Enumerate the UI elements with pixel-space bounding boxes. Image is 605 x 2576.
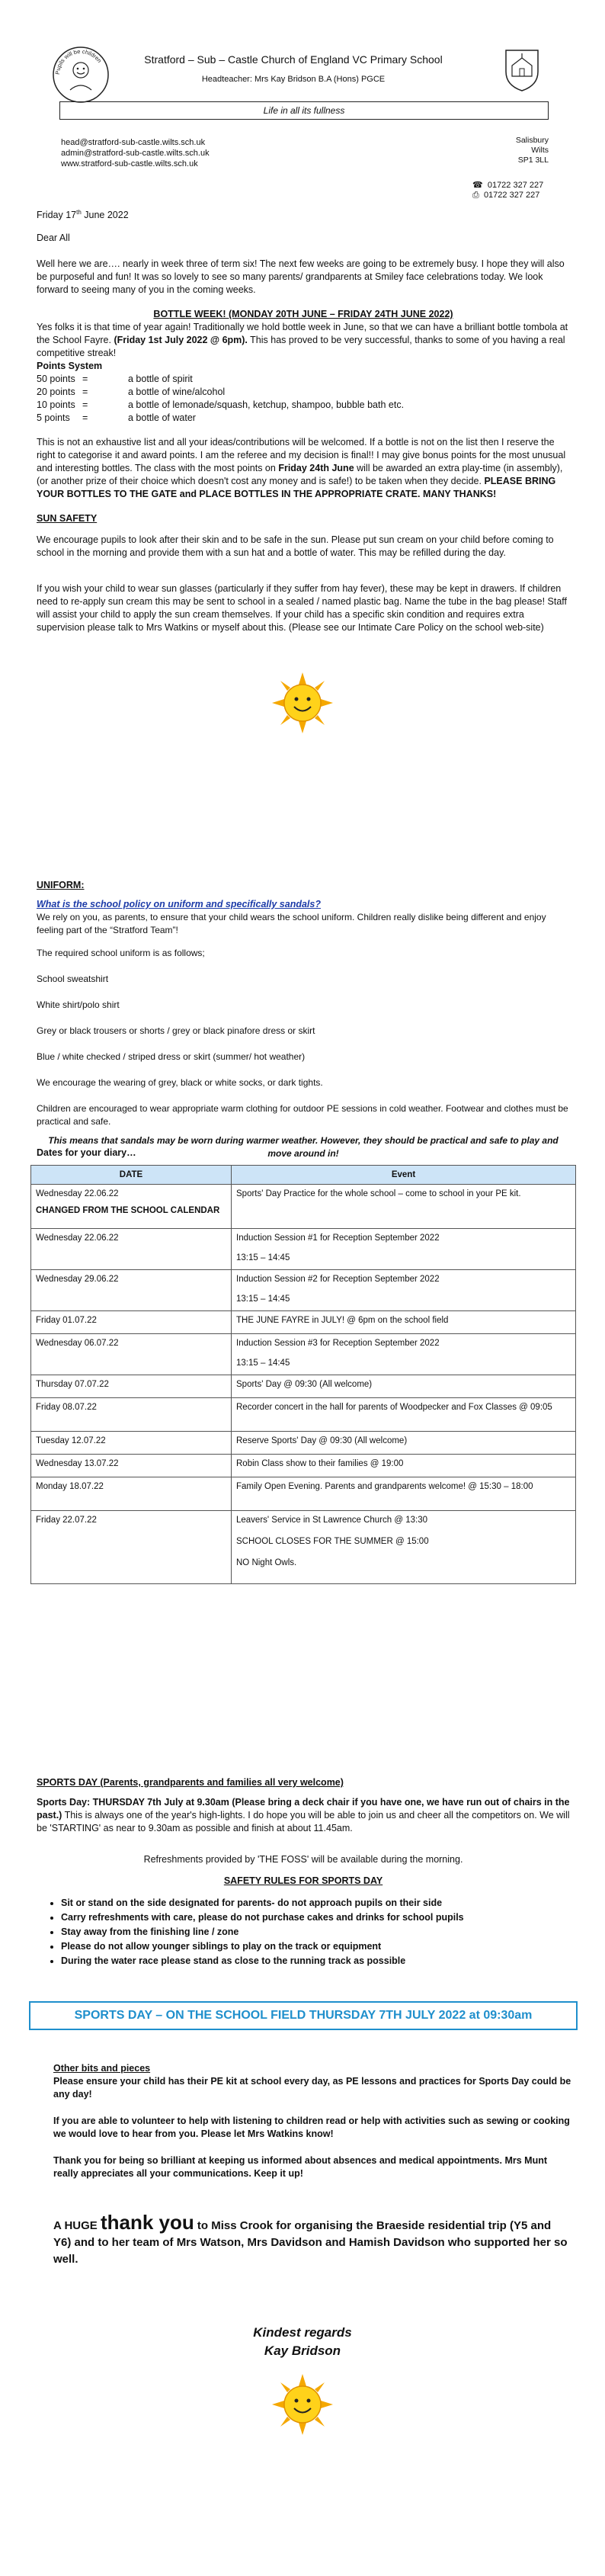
signature-name: Kay Bridson — [264, 2343, 341, 2358]
col-date-header: DATE — [31, 1166, 232, 1185]
bottle-text-1: Yes folks it is that time of year again! Traditionally we hold bottle week in June, so that we can have a brilliant bottle tombola at the School Fayre. (Friday 1st July 2022 @ 6pm). This has proved to be very successful, thanks to some of you having a real competitive streak! — [37, 322, 568, 358]
sun-paragraph-2: If you wish your child to wear sun glasses (particularly if they suffer from hay fever), these may be kept in drawers. If children need to re-apply sun cream this may be sent to school in a sealed / named plastic bag. Name the tube in the bag please! Staff will assist your child to apply the sun cream themselves. If your child has a specific skin condition and requires extra supervision please talk to Mrs Watkins or myself about this. (Please see our Intimate Care Policy on the school web-site) — [37, 583, 568, 633]
table-row: Monday 18.07.22 Family Open Evening. Parents and grandparents welcome! @ 15:30 – 18:00 — [31, 1477, 576, 1511]
address-block — [488, 136, 549, 165]
table-row: Wednesday 22.06.22 Induction Session #1 for Reception September 2022 13:15 – 14:45 — [31, 1229, 576, 1270]
table-row: Tuesday 12.07.22 Reserve Sports' Day @ 09:30 (All welcome) — [31, 1432, 576, 1455]
greeting: Dear All — [37, 233, 70, 243]
list-item: • Carry refreshments with care, please do not purchase cakes and drinks for school pupils — [61, 1910, 594, 1925]
website[interactable]: www.stratford-sub-castle.wilts.sch.uk — [61, 159, 198, 168]
points-list — [37, 373, 570, 425]
uniform-item: School sweatshirt — [37, 974, 109, 984]
points-title: Points System — [37, 361, 103, 371]
smiling-sun-icon — [270, 2372, 335, 2436]
address-county: Wilts — [531, 146, 549, 155]
table-row: Wednesday 22.06.22 CHANGED FROM THE SCHOOL CALENDAR Sports' Day Practice for the whole school – come to school in your PE kit. — [31, 1185, 576, 1229]
table-row: Wednesday 13.07.22 Robin Class show to their families @ 19:00 — [31, 1455, 576, 1477]
table-row: Wednesday 06.07.22 Induction Session #3 for Reception September 2022 13:15 – 14:45 — [31, 1334, 576, 1375]
fax-icon: ⎙ — [472, 191, 479, 200]
table-row: Friday 08.07.22 Recorder concert in the hall for parents of Woodpecker and Fox Classes @ 09:05 — [31, 1398, 576, 1432]
table-row: Friday 01.07.22 THE JUNE FAYRE in JULY! @ 6pm on the school field — [31, 1311, 576, 1334]
refreshments-note: Refreshments provided by 'THE FOSS' will be available during the morning. — [143, 1854, 463, 1865]
points-row: 50 points = a bottle of spirit — [37, 374, 193, 384]
other-heading: Other bits and pieces — [53, 2063, 151, 2074]
phone-icon: ☎ — [472, 181, 483, 190]
points-row: 20 points = a bottle of wine/alcohol — [37, 387, 226, 397]
logo-arc-text: Pupils will be children — [53, 47, 104, 75]
table-row: Friday 22.07.22 Leavers' Service in St Lawrence Church @ 13:30 SCHOOL CLOSES FOR THE SUMMER @ 15:00 NO Night Owls. — [31, 1511, 576, 1584]
list-item: • Please do not allow younger siblings to play on the track or equipment — [61, 1939, 594, 1954]
motto-box: Life in all its fullness — [59, 101, 549, 120]
uniform-paragraph-2: The required school uniform is as follows; — [37, 948, 205, 958]
uniform-heading: UNIFORM: — [37, 880, 85, 890]
contact-block — [61, 137, 210, 169]
email-head[interactable]: head@stratford-sub-castle.wilts.sch.uk — [61, 138, 206, 147]
address-postcode: SP1 3LL — [517, 156, 549, 165]
uniform-item: White shirt/polo shirt — [37, 999, 120, 1010]
list-item: • During the water race please stand as close to the running track as possible — [61, 1954, 594, 1968]
email-admin[interactable]: admin@stratford-sub-castle.wilts.sch.uk — [61, 149, 210, 158]
headteacher-line: Headteacher: Mrs Kay Bridson B.A (Hons) PGCE — [201, 75, 386, 84]
school-logo — [50, 44, 111, 105]
uniform-item: We encourage the wearing of grey, black or white socks, or dark tights. — [37, 1077, 323, 1088]
diary-table — [30, 1165, 576, 1584]
points-row: 5 points = a bottle of water — [37, 412, 196, 423]
sun-paragraph-1: We encourage pupils to look after their skin and to be safe in the sun. Please put sun cream on your child before coming to school in the morning and provide them with a sun hat and a bottle of water. This may be refilled during the day. — [37, 534, 554, 558]
table-row: Thursday 07.07.22 Sports' Day @ 09:30 (All welcome) — [31, 1375, 576, 1398]
phone-block — [472, 181, 543, 200]
letter-date: Friday 17th June 2022 — [37, 209, 129, 221]
list-item: • Sit or stand on the side designated for parents- do not approach pupils on their side — [61, 1896, 594, 1910]
school-name: Stratford – Sub – Castle Church of England VC Primary School — [144, 53, 443, 66]
col-event-header: Event — [232, 1166, 576, 1185]
uniform-policy-link[interactable]: What is the school policy on uniform and specifically sandals? — [37, 899, 321, 909]
sandals-note: This means that sandals may be worn during warmer weather. However, they should be practical and safe to play and move around in! — [48, 1135, 559, 1159]
address-town: Salisbury — [515, 136, 549, 145]
safety-rules-heading: SAFETY RULES FOR SPORTS DAY — [223, 1875, 383, 1886]
smiling-sun-icon — [270, 671, 335, 735]
list-item: • Stay away from the finishing line / zone — [61, 1925, 594, 1939]
sports-heading: SPORTS DAY (Parents, grandparents and families all very welcome) — [37, 1777, 344, 1788]
table-row: Wednesday 29.06.22 Induction Session #2 for Reception September 2022 13:15 – 14:45 — [31, 1270, 576, 1311]
sports-paragraph: Sports Day: THURSDAY 7th July at 9.30am (Please bring a deck chair if you have one, we have run out of chairs in the past.) This is always one of the year's high-lights. I do hope you will be able to join us and cheer all the competitors on. We will be 'STARTING' as near to 9.30am as possible and finish at about 11.45am. — [37, 1797, 570, 1833]
sun-heading: SUN SAFETY — [37, 513, 98, 524]
uniform-paragraph-3: Children are encouraged to wear appropriate warm clothing for outdoor PE sessions in cold weather. Footwear and clothes must be practical and safe. — [37, 1103, 568, 1127]
phone-number: 01722 327 227 — [487, 181, 544, 190]
points-row: 10 points = a bottle of lemonade/squash, ketchup, shampoo, bubble bath etc. — [37, 399, 405, 410]
thank-you-paragraph: A HUGE thank you to Miss Crook for organising the Braeside residential trip (Y5 and Y6) and to her team of Mrs Watson, Mrs Davidson and Hamish Davidson who supported her so well. — [53, 2211, 568, 2266]
uniform-item: Grey or black trousers or shorts / grey or black pinafore dress or skirt — [37, 1025, 315, 1036]
signoff — [152, 2324, 453, 2360]
regards-line: Kindest regards — [253, 2325, 352, 2340]
bottle-text-2: This is not an exhaustive list and all your ideas/contributions will be welcomed. If a bottle is not on the list then I reserve the right to categorise it and award points. I am the referee and my decision is final!! I may give bonus points for the most unusual and interesting bottles. The class with the most points on Friday 24th June will be awarded an extra play-time (in assembly), (or another prize of their choice which doesn't cost any money and is safe!) to be taken when they decide. PLEASE BRING YOUR BOTTLES TO THE GATE and PLACE BOTTLES IN THE APPROPRIATE CRATE. MANY THANKS! — [37, 437, 566, 499]
church-crest-icon — [503, 47, 541, 93]
fax-number: 01722 327 227 — [483, 191, 540, 200]
other-paragraph-1: Please ensure your child has their PE kit at school every day, as PE lessons and practices for Sports Day could be any day! — [53, 2076, 571, 2100]
other-paragraph-2: If you are able to volunteer to help with listening to children read or help with activities such as sewing or cooking we would love to hear from you. Please let Mrs Watkins know! — [53, 2116, 570, 2139]
sports-day-banner: SPORTS DAY – ON THE SCHOOL FIELD THURSDAY 7TH JULY 2022 at 09:30am — [29, 2001, 578, 2030]
bottle-heading: BOTTLE WEEK! (MONDAY 20TH JUNE – FRIDAY 24TH JUNE 2022) — [153, 309, 453, 319]
diary-heading: Dates for your diary… — [37, 1147, 136, 1158]
uniform-item: Blue / white checked / striped dress or skirt (summer/ hot weather) — [37, 1051, 306, 1062]
safety-rules-list — [46, 1896, 594, 1968]
diary-header-row — [31, 1166, 576, 1185]
intro-paragraph: Well here we are…. nearly in week three of term six! The next few weeks are going to be extremely busy. I hope they will also be purposeful and fun! It was so lovely to see so many parents/ grandparents at Smiley face celebrations today. We look forward to seeing many of you in the coming weeks. — [37, 258, 565, 295]
uniform-paragraph-1: We rely on you, as parents, to ensure that your child wears the school uniform. Children really dislike being different and enjoy feeling part of the “Stratford Team”! — [37, 912, 546, 935]
other-paragraph-3: Thank you for being so brilliant at keeping us informed about absences and medical appointments. Mrs Munt really appreciates all your communications. Keep it up! — [53, 2155, 548, 2179]
